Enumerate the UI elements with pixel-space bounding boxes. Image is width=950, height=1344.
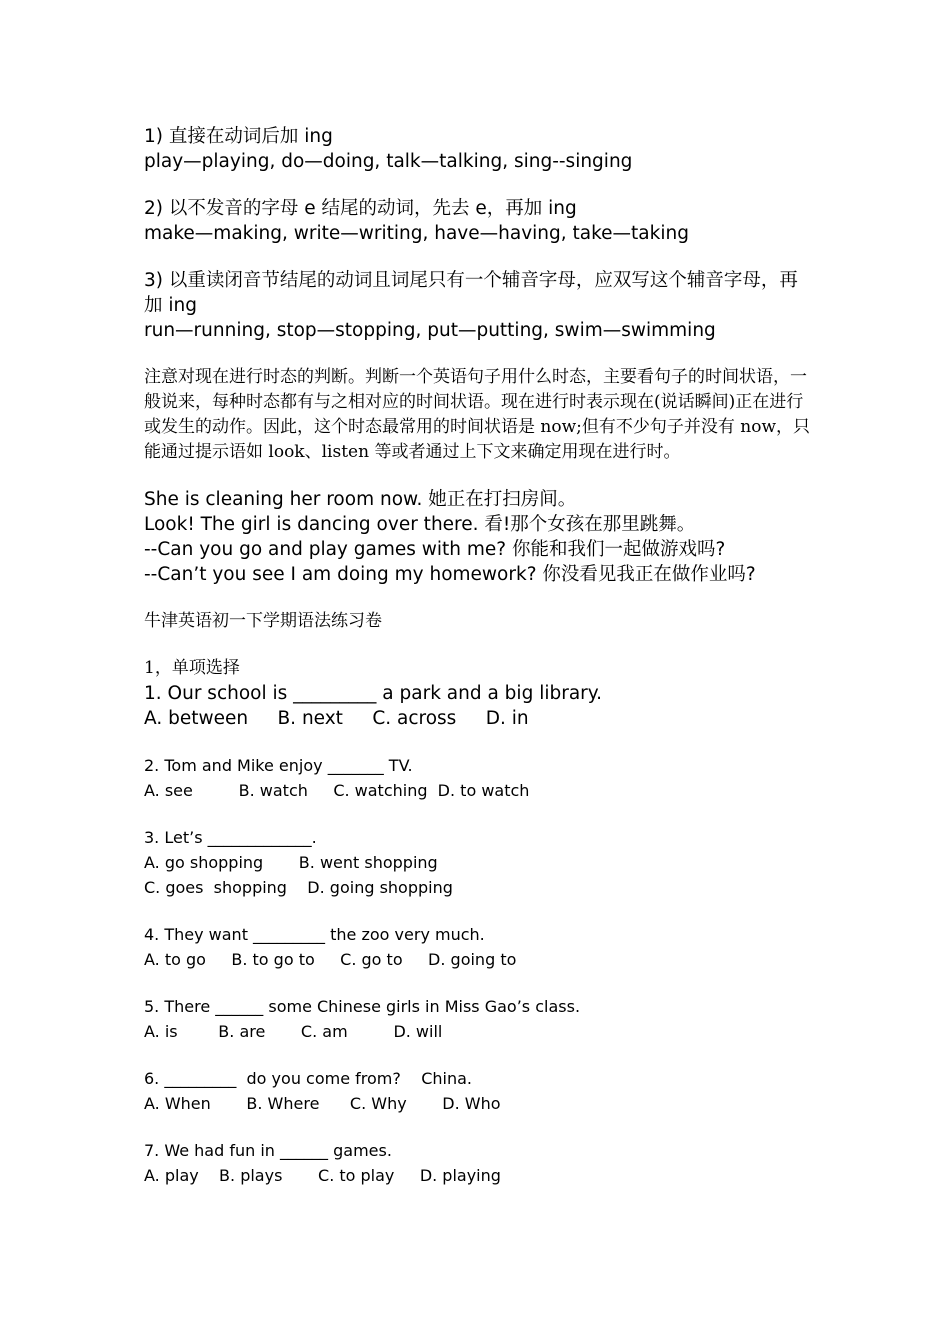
question-options: A. go shopping B. went shopping bbox=[144, 853, 438, 872]
question-stem: 4. They want _________ the zoo very much. bbox=[144, 925, 485, 944]
question-stem: 7. We had fun in ______ games. bbox=[144, 1141, 392, 1160]
question-stem: 2. Tom and Mike enjoy _______ TV. bbox=[144, 756, 413, 775]
exercise-title: 牛津英语初一下学期语法练习卷 bbox=[144, 611, 382, 631]
example-sentence: She is cleaning her room now. 她正在打扫房间。 bbox=[144, 489, 577, 510]
question-options: A. play B. plays C. to play D. playing bbox=[144, 1166, 501, 1185]
question-stem: 3. Let’s _____________. bbox=[144, 828, 317, 847]
rule-2-heading: 2) 以不发音的字母 e 结尾的动词，先去 e，再加 ing bbox=[144, 198, 577, 219]
question-options: A. see B. watch C. watching D. to watch bbox=[144, 781, 530, 800]
rule-1-heading: 1) 直接在动词后加 ing bbox=[144, 126, 333, 147]
question-stem: 6. _________ do you come from? China. bbox=[144, 1069, 472, 1088]
tense-note-paragraph: 注意对现在进行时态的判断。判断一个英语句子用什么时态，主要看句子的时间状语，一般说来，每种时态都有与之相对应的时间状语。现在进行时表示现在(说话瞬间)正在进行或发生的动作。因此，这个时态最常用的时间状语是 now;但有不少句子并没有 now，只能通过提示语如 look、listen 等或者通过上下文来确定用现在进行时。 bbox=[144, 367, 811, 462]
rule-3-examples: run—running, stop—stopping, put—putting, swim—swimming bbox=[144, 320, 716, 341]
question-stem: 5. There ______ some Chinese girls in Miss Gao’s class. bbox=[144, 997, 581, 1016]
example-sentence: --Can’t you see I am doing my homework? 你没看见我正在做作业吗? bbox=[144, 564, 756, 585]
example-sentence: Look! The girl is dancing over there. 看!那个女孩在那里跳舞。 bbox=[144, 514, 696, 535]
rule-2-examples: make—making, write—writing, have—having, take—taking bbox=[144, 223, 689, 244]
question-options: A. When B. Where C. Why D. Who bbox=[144, 1094, 501, 1113]
rule-1-examples: play—playing, do—doing, talk—talking, sing--singing bbox=[144, 151, 633, 172]
example-sentence: --Can you go and play games with me? 你能和我们一起做游戏吗? bbox=[144, 539, 726, 560]
rule-3-heading: 3) 以重读闭音节结尾的动词且词尾只有一个辅音字母，应双写这个辅音字母，再加 ing bbox=[144, 270, 798, 316]
document-page bbox=[144, 124, 814, 1188]
question-stem: 1. Our school is _________ a park and a big library. bbox=[144, 683, 602, 704]
question-options: A. is B. are C. am D. will bbox=[144, 1022, 443, 1041]
question-options: A. between B. next C. across D. in bbox=[144, 708, 529, 729]
section-title: 1，单项选择 bbox=[144, 658, 240, 678]
question-options: A. to go B. to go to C. go to D. going to bbox=[144, 950, 517, 969]
question-options: C. goes shopping D. going shopping bbox=[144, 878, 453, 897]
